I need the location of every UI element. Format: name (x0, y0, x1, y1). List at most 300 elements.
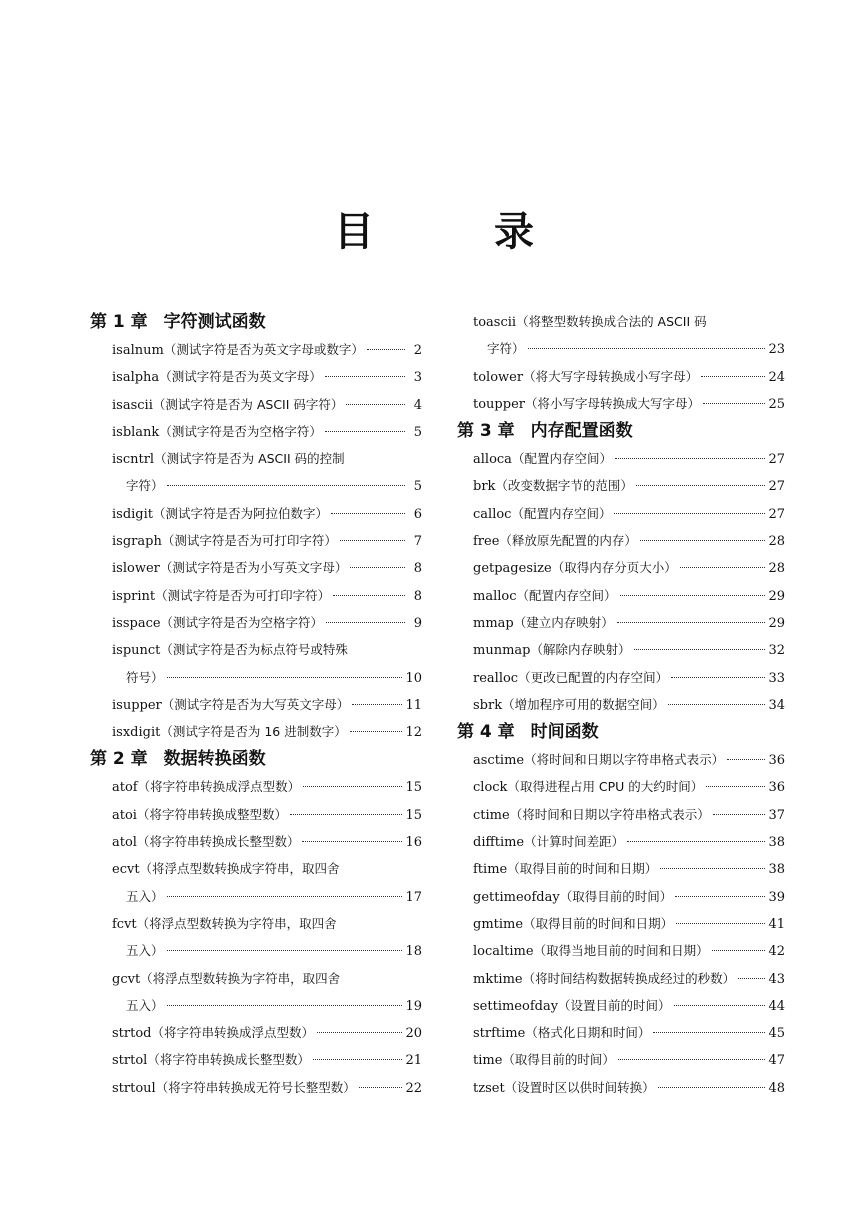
chapter-heading (457, 718, 785, 746)
toc-entry[interactable] (90, 801, 422, 828)
toc-entry-line (457, 1074, 785, 1101)
chapter-heading (457, 417, 785, 445)
dot-leader (676, 923, 765, 924)
entry-description: （将时间和日期以字符串格式表示） (509, 806, 710, 822)
toc-entry-line (457, 636, 785, 663)
toc-entry-line (90, 636, 422, 663)
dot-leader (359, 1087, 403, 1088)
entry-description: （测试字符是否为空格字符） (159, 423, 322, 439)
page-number: 27 (768, 452, 785, 468)
toc-entry[interactable] (90, 500, 422, 527)
toc-entry-line (90, 937, 422, 964)
entry-description: （测试字符是否为可打印字符） (155, 587, 331, 603)
toc-entry-line (457, 801, 785, 828)
toc-entry[interactable] (457, 500, 785, 527)
toc-entry[interactable] (90, 691, 422, 718)
toc-right-column (457, 308, 785, 1101)
toc-entry[interactable] (90, 363, 422, 390)
entry-description: （将浮点型数转换为字符串，取四舍 (136, 915, 337, 931)
dot-leader (331, 513, 405, 514)
page-number: 33 (768, 670, 785, 686)
function-name: atoi (112, 807, 137, 823)
toc-entry-line (457, 773, 785, 800)
toc-entry-line (457, 308, 785, 335)
toc-entry-line (90, 582, 422, 609)
dot-leader (167, 896, 403, 897)
entry-description: （格式化日期和时间） (525, 1025, 651, 1041)
page-number: 7 (413, 534, 422, 550)
toc-entry[interactable] (457, 664, 785, 691)
toc-entry[interactable] (90, 554, 422, 581)
toc-entry-line (90, 855, 422, 882)
toc-entry-line (90, 965, 422, 992)
chapter-heading (90, 745, 422, 773)
toc-entry-line (90, 718, 422, 745)
entry-description: （将时间和日期以字符串格式表示） (524, 752, 725, 768)
dot-leader (712, 950, 766, 951)
toc-entry-line (457, 609, 785, 636)
toc-entry[interactable] (457, 390, 785, 417)
dot-leader (727, 759, 765, 760)
toc-entry[interactable] (457, 472, 785, 499)
page-number: 38 (768, 862, 785, 878)
entry-description: （设置时区以供时间转换） (504, 1079, 655, 1095)
entry-description-cont: 五入） (126, 888, 164, 904)
toc-entry[interactable] (90, 965, 422, 1020)
entry-description: （计算时间差距） (524, 834, 625, 850)
page-number: 44 (768, 998, 785, 1014)
toc-entry[interactable] (90, 910, 422, 965)
dot-leader (303, 786, 402, 787)
page-number: 42 (768, 944, 785, 960)
function-name: settimeofday (473, 998, 559, 1014)
entry-description: （测试字符是否为英文字母） (159, 369, 322, 385)
toc-entry-line (457, 965, 785, 992)
function-name: tzset (473, 1080, 505, 1096)
function-name: strtoul (112, 1080, 156, 1096)
function-name: gmtime (473, 916, 524, 932)
toc-entry[interactable] (457, 527, 785, 554)
toc-entry-line (457, 992, 785, 1019)
page-number: 15 (405, 807, 422, 823)
dot-leader (675, 896, 765, 897)
entry-description: （取得进程占用 CPU 的大约时间） (507, 779, 704, 795)
toc-entry[interactable] (90, 336, 422, 363)
page-number: 15 (405, 780, 422, 796)
toc-entry[interactable] (457, 308, 785, 363)
entry-description: （改变数据字节的范围） (495, 478, 633, 494)
toc-entry-line (90, 363, 422, 390)
dot-leader (167, 677, 403, 678)
dot-leader (313, 1059, 403, 1060)
entry-description: （配置内存空间） (511, 451, 612, 467)
page-number: 47 (768, 1053, 785, 1069)
toc-entry[interactable] (90, 1074, 422, 1101)
page-number: 22 (405, 1080, 422, 1096)
page-number: 45 (768, 1026, 785, 1042)
page-number: 9 (413, 615, 422, 631)
toc-entry-line (457, 363, 785, 390)
toc-entry[interactable] (457, 855, 785, 882)
toc-entry[interactable] (457, 965, 785, 992)
entry-description: （建立内存映射） (513, 614, 614, 630)
entry-description-cont: 五入） (126, 943, 164, 959)
dot-leader (167, 950, 403, 951)
toc-entry-line (457, 910, 785, 937)
function-name: atol (112, 835, 137, 851)
toc-entry-line (90, 691, 422, 718)
toc-entry[interactable] (457, 691, 785, 718)
page-number: 17 (405, 889, 422, 905)
toc-entry[interactable] (457, 746, 785, 773)
entry-description: （测试字符是否为空格字符） (160, 614, 324, 630)
page-title: 目 录 (334, 209, 574, 255)
dot-leader (620, 595, 766, 596)
entry-description: （设置目前的时间） (558, 997, 671, 1013)
dot-leader (346, 404, 405, 405)
toc-entry-line (457, 500, 785, 527)
page-number: 28 (768, 561, 785, 577)
toc-entry[interactable] (90, 636, 422, 691)
toc-entry[interactable] (457, 609, 785, 636)
function-name: atof (112, 780, 138, 796)
chapter-title: 字符测试函数 (163, 312, 266, 332)
function-name: realloc (473, 670, 519, 686)
toc-entry-line (457, 335, 785, 362)
function-name: asctime (473, 753, 525, 769)
function-name: islower (112, 561, 160, 577)
entry-description: （取得当地目前的时间和日期） (533, 943, 709, 959)
function-name: toascii (473, 315, 517, 330)
dot-leader (290, 814, 402, 815)
page-number: 38 (768, 835, 785, 851)
toc-entry[interactable] (457, 937, 785, 964)
entry-description: （测试字符是否为小写英文字母） (159, 560, 348, 576)
toc-entry-line (457, 445, 785, 472)
toc-entry-line (457, 691, 785, 718)
toc-entry[interactable] (457, 1019, 785, 1046)
entry-description: （将小写字母转换成大写字母） (524, 395, 700, 411)
dot-leader (671, 677, 765, 678)
toc-entry[interactable] (90, 828, 422, 855)
function-name: difftime (473, 835, 525, 851)
toc-entry-line (90, 1019, 422, 1046)
function-name: fcvt (112, 916, 137, 932)
dot-leader (618, 1059, 766, 1060)
page-number: 27 (768, 506, 785, 522)
toc-entry-line (90, 336, 422, 363)
dot-leader (167, 1005, 403, 1006)
toc-entry-line (457, 746, 785, 773)
toc-entry-line (90, 773, 422, 800)
function-name: isalpha (112, 370, 160, 386)
toc-entry[interactable] (457, 554, 785, 581)
page-number: 36 (768, 780, 785, 796)
toc-entry[interactable] (457, 883, 785, 910)
dot-leader (615, 458, 766, 459)
toc-entry-line (457, 828, 785, 855)
entry-description: （测试字符是否为 ASCII 码的控制 (154, 451, 345, 467)
entry-description: （释放原先配置的内存） (499, 533, 637, 549)
dot-leader (340, 540, 405, 541)
toc-entry-line (90, 418, 422, 445)
chapter-number: 第 4 章 (457, 722, 515, 743)
page-number: 11 (405, 697, 422, 713)
toc-entry-line (457, 855, 785, 882)
toc-entry[interactable] (90, 582, 422, 609)
toc-entry[interactable] (90, 445, 422, 500)
entry-description: （将整型数转换成合法的 ASCII 码 (516, 314, 707, 329)
function-name: iscntrl (112, 452, 155, 468)
function-name: brk (473, 479, 496, 495)
toc-entry[interactable] (457, 1046, 785, 1073)
function-name: isxdigit (112, 725, 161, 741)
entry-description: （取得目前的时间和日期） (523, 915, 674, 931)
toc-entry-line (457, 554, 785, 581)
toc-entry-line (90, 1074, 422, 1101)
function-name: munmap (473, 643, 531, 659)
page-number: 41 (768, 916, 785, 932)
function-name: strftime (473, 1026, 526, 1042)
page-number: 25 (768, 396, 785, 412)
toc-entry-line (90, 527, 422, 554)
toc-entry[interactable] (90, 527, 422, 554)
entry-description: （将字符串转换成整型数） (136, 806, 287, 822)
page-number: 43 (768, 971, 785, 987)
function-name: ftime (473, 862, 508, 878)
function-name: strtol (112, 1053, 148, 1069)
dot-leader (703, 403, 765, 404)
toc-entry-line (457, 1019, 785, 1046)
page-number: 2 (413, 343, 422, 358)
page-number: 19 (405, 998, 422, 1014)
dot-leader (706, 786, 765, 787)
dot-leader (668, 704, 766, 705)
toc-entry-line (90, 554, 422, 581)
toc-entry[interactable] (457, 445, 785, 472)
entry-description: （测试字符是否为可打印字符） (161, 533, 337, 549)
chapter-heading (90, 308, 422, 336)
function-name: time (473, 1053, 503, 1069)
dot-leader (713, 814, 766, 815)
page-number: 23 (768, 342, 785, 358)
dot-leader (167, 485, 405, 486)
toc-entry[interactable] (90, 418, 422, 445)
chapter-title: 数据转换函数 (163, 749, 266, 770)
page-number: 29 (768, 588, 785, 604)
dot-leader (617, 622, 766, 623)
page-number: 28 (768, 534, 785, 550)
page-number: 12 (405, 725, 422, 741)
entry-description: （取得目前的时间） (502, 1052, 615, 1068)
entry-description-cont: 字符） (487, 341, 525, 357)
page-number: 39 (768, 889, 785, 905)
function-name: gettimeofday (473, 889, 560, 905)
entry-description-cont: 符号） (126, 669, 164, 685)
entry-description: （测试字符是否为英文字母或数字） (163, 342, 364, 357)
toc-entry-line (90, 828, 422, 855)
page-number: 36 (768, 753, 785, 769)
chapter-title: 内存配置函数 (530, 421, 633, 442)
entry-description: （取得内存分页大小） (551, 560, 677, 576)
function-name: calloc (473, 506, 512, 522)
entry-description: （测试字符是否为 ASCII 码字符） (152, 396, 344, 412)
toc-entry-line (90, 472, 422, 499)
toc-entry[interactable] (457, 582, 785, 609)
toc-entry[interactable] (457, 828, 785, 855)
function-name: mmap (473, 615, 514, 631)
entry-description: （增加程序可用的数据空间） (502, 696, 665, 712)
function-name: getpagesize (473, 561, 552, 577)
toc-entry[interactable] (90, 391, 422, 418)
entry-description: （测试字符是否为 16 进制数字） (160, 724, 347, 740)
page-number: 3 (413, 370, 422, 386)
dot-leader (367, 349, 405, 350)
entry-description: （将字符串转换成浮点型数） (151, 1025, 314, 1041)
dot-leader (333, 595, 405, 596)
entry-description: （取得目前的时间） (559, 888, 673, 904)
dot-leader (738, 978, 765, 979)
dot-leader (325, 431, 405, 432)
page-number: 4 (413, 397, 422, 413)
entry-description: （将浮点型数转换成字符串，取四舍 (139, 861, 340, 877)
dot-leader (653, 1032, 765, 1033)
toc-entry[interactable] (457, 910, 785, 937)
toc-entry[interactable] (457, 992, 785, 1019)
entry-description: （将大写字母转换成小写字母） (523, 368, 699, 384)
function-name: mktime (473, 971, 523, 987)
entry-description-cont: 字符） (126, 478, 164, 494)
toc-entry[interactable] (90, 1019, 422, 1046)
function-name: localtime (473, 944, 534, 960)
page-number: 29 (768, 615, 785, 631)
page-number: 8 (413, 561, 422, 577)
page-number: 32 (768, 643, 785, 659)
page-number: 27 (768, 479, 785, 495)
dot-leader (326, 622, 405, 623)
dot-leader (701, 376, 765, 377)
page-number: 6 (413, 506, 422, 522)
entry-description: （解除内存映射） (530, 642, 631, 658)
function-name: isascii (112, 397, 153, 413)
entry-description: （将字符串转换成浮点型数） (137, 779, 301, 795)
function-name: clock (473, 780, 508, 796)
dot-leader (674, 1005, 766, 1006)
dot-leader (350, 567, 405, 568)
function-name: isalnum (112, 343, 164, 358)
page-number: 24 (768, 369, 785, 385)
function-name: tolower (473, 369, 524, 385)
function-name: free (473, 534, 500, 550)
toc-entry-line (90, 664, 422, 691)
page-number: 16 (405, 835, 422, 851)
function-name: sbrk (473, 697, 503, 713)
dot-leader (317, 1032, 402, 1033)
toc-entry[interactable] (457, 1074, 785, 1101)
toc-entry-line (457, 937, 785, 964)
function-name: isblank (112, 424, 160, 440)
dot-leader (640, 540, 766, 541)
chapter-number: 第 1 章 (90, 312, 148, 332)
entry-description-cont: 五入） (126, 997, 164, 1013)
entry-description: （将字符串转换成长整型数） (147, 1052, 310, 1068)
dot-leader (660, 868, 765, 869)
entry-description: （测试字符是否为阿拉伯数字） (153, 505, 329, 521)
dot-leader (658, 1087, 766, 1088)
entry-description: （更改已配置的内存空间） (518, 669, 669, 685)
toc-entry-line (90, 910, 422, 937)
toc-entry[interactable] (90, 609, 422, 636)
dot-leader (302, 841, 402, 842)
toc-entry-line (90, 445, 422, 472)
entry-description: （将字符串转换成长整型数） (136, 834, 300, 850)
toc-entry-line (90, 1046, 422, 1073)
entry-description: （将字符串转换成无符号长整型数） (155, 1079, 356, 1095)
function-name: gcvt (112, 971, 141, 987)
toc-entry-line (457, 1046, 785, 1073)
toc-entry-line (457, 390, 785, 417)
dot-leader (636, 485, 766, 486)
toc-entry-line (457, 472, 785, 499)
toc-entry-line (90, 391, 422, 418)
toc-entry-line (90, 609, 422, 636)
function-name: isgraph (112, 534, 162, 550)
dot-leader (352, 704, 402, 705)
entry-description: （将时间结构数据转换成经过的秒数） (522, 970, 736, 986)
function-name: isprint (112, 588, 156, 604)
page-number: 34 (768, 697, 785, 713)
function-name: toupper (473, 396, 525, 412)
function-name: isdigit (112, 506, 154, 522)
page-number: 37 (768, 807, 785, 823)
page-number: 8 (413, 588, 422, 604)
chapter-number: 第 2 章 (90, 749, 148, 770)
toc-entry[interactable] (90, 855, 422, 910)
function-name: strtod (112, 1026, 152, 1042)
toc-entry-line (90, 883, 422, 910)
function-name: alloca (473, 452, 512, 468)
toc-entry-line (90, 801, 422, 828)
dot-leader (680, 567, 766, 568)
toc-entry-line (457, 527, 785, 554)
page-number: 10 (405, 670, 422, 686)
function-name: isspace (112, 615, 161, 631)
dot-leader (614, 513, 765, 514)
chapter-title: 时间函数 (530, 722, 599, 743)
dot-leader (627, 841, 765, 842)
toc-entry[interactable] (457, 773, 785, 800)
entry-description: （测试字符是否为大写英文字母） (161, 696, 350, 712)
toc-entry-line (90, 992, 422, 1019)
page-number: 5 (413, 479, 422, 495)
toc-entry[interactable] (457, 636, 785, 663)
entry-description: （配置内存空间） (511, 505, 612, 521)
function-name: isupper (112, 697, 162, 713)
page-number: 5 (413, 424, 422, 440)
page-number: 18 (405, 944, 422, 960)
toc-entry-line (457, 664, 785, 691)
toc-entry[interactable] (457, 801, 785, 828)
toc-entry-line (90, 500, 422, 527)
toc-entry[interactable] (90, 773, 422, 800)
entry-description: （取得目前的时间和日期） (507, 861, 658, 877)
toc-entry[interactable] (457, 363, 785, 390)
toc-entry[interactable] (90, 1046, 422, 1073)
function-name: malloc (473, 588, 517, 604)
function-name: ispunct (112, 643, 161, 659)
dot-leader (634, 649, 766, 650)
toc-entry[interactable] (90, 718, 422, 745)
